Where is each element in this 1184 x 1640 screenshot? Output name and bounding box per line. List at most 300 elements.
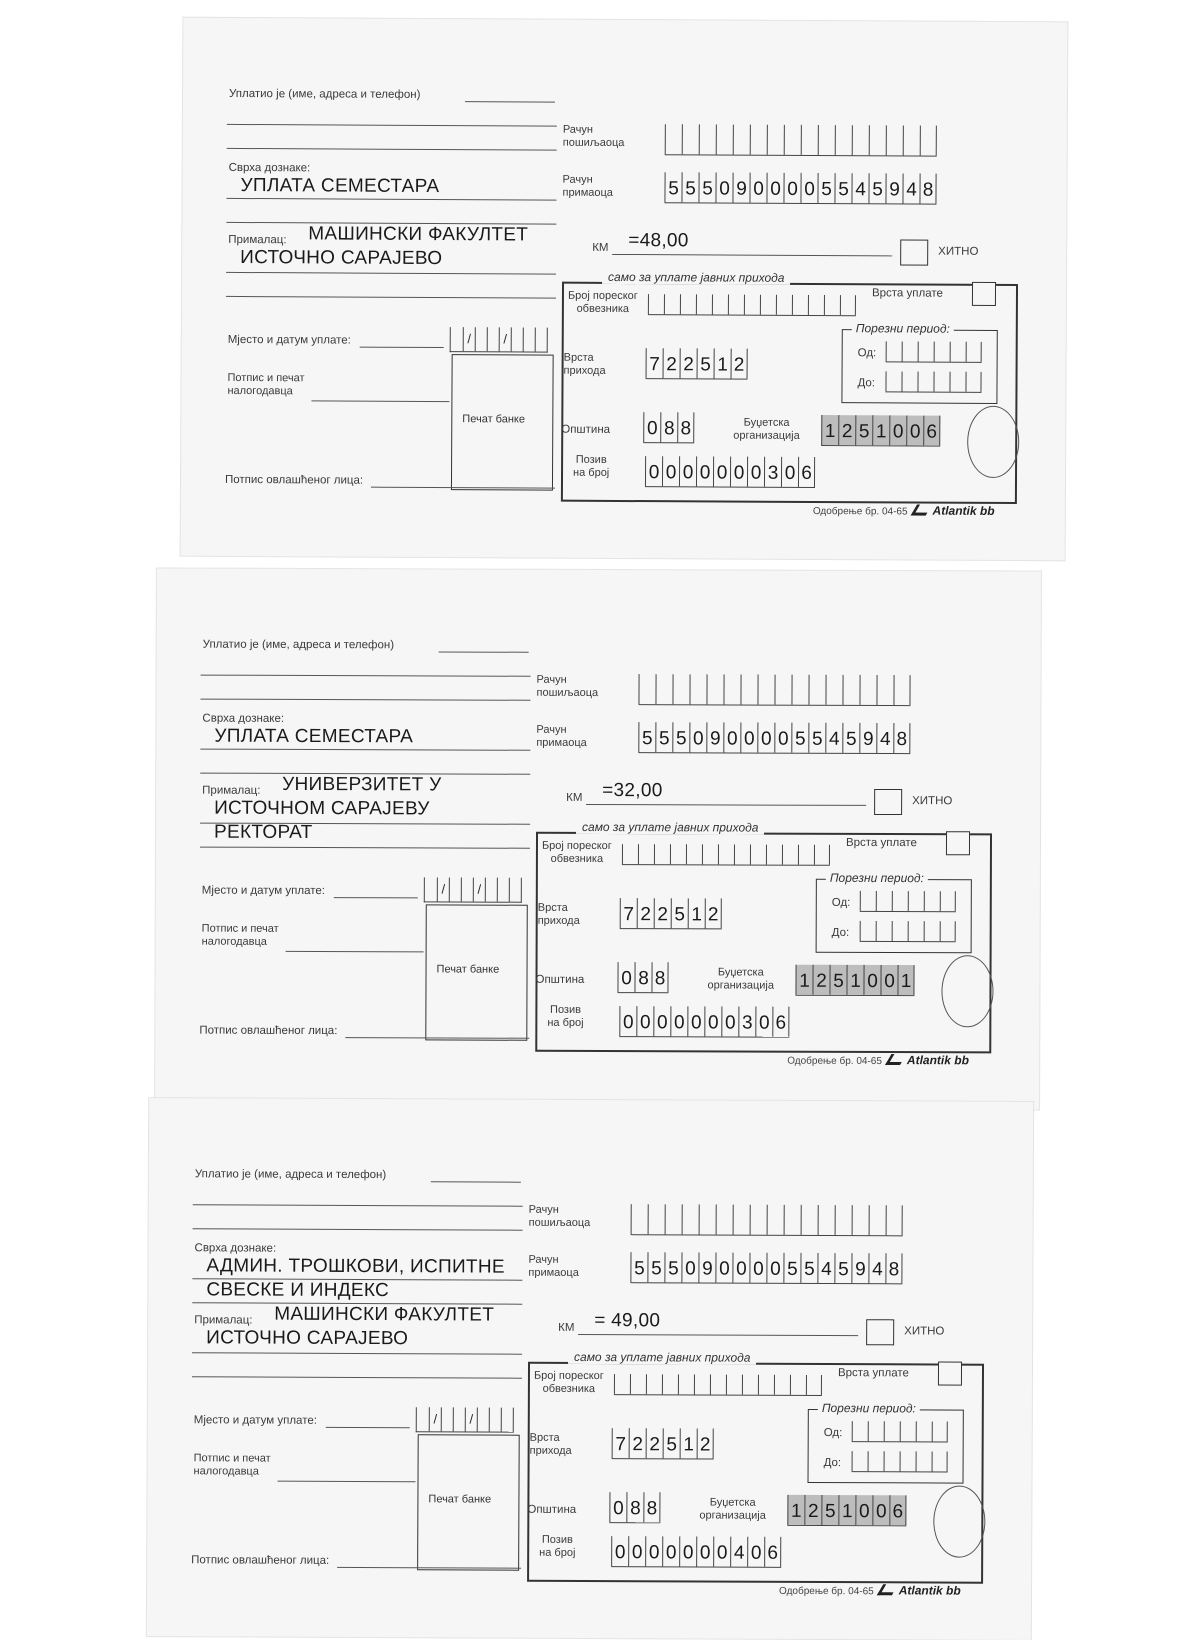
digit-cell — [902, 341, 918, 361]
digit-cell: 0 — [619, 1006, 636, 1036]
bank-stamp-box: Печат банке — [417, 1434, 520, 1570]
digit-cell: 0 — [653, 1006, 670, 1036]
tax-period-title: Порезни период: — [826, 871, 928, 885]
digit-cell — [678, 1374, 694, 1394]
digit-cell: 5 — [783, 1253, 800, 1283]
recipient-field[interactable] — [192, 1302, 494, 1351]
digit-cell: 2 — [697, 1428, 714, 1458]
digit-cell: 5 — [791, 723, 808, 753]
period-to-field[interactable] — [860, 921, 956, 942]
digit-cell: 5 — [855, 415, 872, 445]
date-field[interactable]: / / — [450, 327, 548, 353]
digit-cell — [648, 294, 664, 314]
period-from-label: Од: — [831, 896, 851, 909]
digit-cell: 8 — [651, 962, 668, 992]
period-from-field[interactable] — [860, 891, 956, 912]
digit-cell — [740, 674, 757, 704]
digit-cell: 0 — [766, 1253, 783, 1283]
tax-period-title: Порезни период: — [852, 321, 954, 336]
period-to-field[interactable] — [852, 1451, 948, 1472]
payment-type-field[interactable] — [938, 1362, 962, 1386]
digit-cell — [918, 342, 934, 362]
atlantik-logo-icon — [885, 1054, 906, 1065]
digit-cell: 1 — [680, 1428, 697, 1458]
digit-cell — [665, 124, 682, 154]
digit-cell — [710, 1375, 726, 1395]
digit-cell: 0 — [781, 457, 798, 487]
digit-cell: 5 — [698, 172, 715, 202]
sender-account-label: Рачун пошиљаоца — [562, 123, 625, 150]
digit-cell: 8 — [677, 412, 694, 442]
digit-cell: 0 — [755, 1007, 772, 1037]
digit-cell — [886, 1205, 903, 1235]
digit-cell — [790, 1375, 806, 1395]
digit-cell: 5 — [868, 173, 885, 203]
digit-cell — [767, 125, 784, 155]
digit-cell: 0 — [611, 1536, 628, 1566]
recipient-field[interactable] — [200, 773, 442, 846]
digit-cell: 5 — [697, 348, 714, 378]
digit-cell — [892, 921, 908, 941]
digit-cell: 0 — [617, 962, 634, 992]
digit-cell: 5 — [672, 722, 689, 752]
digit-cell — [638, 844, 654, 864]
urgent-label: ХИТНО — [938, 245, 979, 258]
digit-cell: 0 — [704, 1006, 721, 1036]
digit-cell — [808, 295, 824, 315]
digit-cell: 4 — [851, 173, 868, 203]
purpose-line: УПЛАТА СЕМЕСТАРА — [240, 174, 440, 198]
digit-cell: 0 — [696, 456, 713, 486]
digit-cell — [776, 295, 792, 315]
digit-cell: 4 — [876, 723, 893, 753]
digit-cell — [744, 295, 760, 315]
digit-cell — [758, 1375, 774, 1395]
digit-cell — [893, 675, 910, 705]
period-from-field[interactable] — [886, 341, 982, 363]
municipality-label: Општина — [527, 1503, 577, 1516]
digit-cell: 2 — [663, 348, 680, 378]
recipient-account-field[interactable] — [638, 722, 910, 754]
digit-cell: 0 — [863, 965, 880, 995]
digit-cell — [801, 125, 818, 155]
revenue-type-label: Врста прихода — [563, 351, 606, 377]
recipient-account-label: Рачун примаоца — [562, 173, 613, 199]
digit-cell: 0 — [662, 1536, 679, 1566]
digit-cell: 0 — [636, 1006, 653, 1036]
digit-cell: 0 — [670, 1006, 687, 1036]
digit-cell — [766, 845, 782, 865]
digit-cell: 0 — [740, 722, 757, 752]
digit-cell: 0 — [662, 456, 679, 486]
authorized-signature-label: Потпис овлашћеног лица: — [199, 1024, 338, 1038]
digit-cell — [965, 372, 981, 392]
digit-cell: 9 — [859, 723, 876, 753]
purpose-field[interactable] — [226, 174, 439, 199]
public-revenue-title: само за уплате јавних прихода — [576, 820, 764, 835]
digit-cell: 2 — [637, 898, 654, 928]
currency-label: КМ — [566, 791, 583, 804]
bank-stamp-box: Печат банке — [425, 904, 527, 1040]
digit-cell: 2 — [731, 349, 748, 379]
digit-cell — [818, 125, 835, 155]
digit-cell — [670, 844, 686, 864]
digit-cell: 0 — [713, 1537, 730, 1567]
digit-cell — [716, 124, 733, 154]
digit-cell: 0 — [757, 723, 774, 753]
digit-cell: 0 — [774, 723, 791, 753]
digit-cell: 1 — [872, 415, 889, 445]
place-date-label: Мјесто и датум уплате: — [193, 1414, 317, 1427]
digit-cell: 1 — [846, 965, 863, 995]
digit-cell — [884, 1451, 900, 1471]
revenue-type-field[interactable] — [612, 1428, 714, 1459]
authorized-signature-label: Потпис овлашћеног лица: — [191, 1554, 330, 1567]
digit-cell — [901, 371, 917, 391]
digit-cell: 5 — [834, 173, 851, 203]
digit-cell — [934, 342, 950, 362]
taxpayer-number-label: Број пореског обвезника — [541, 839, 612, 866]
digit-cell: 4 — [902, 173, 919, 203]
digit-cell — [686, 844, 702, 864]
revenue-type-label: Врста прихода — [537, 901, 580, 927]
sender-account-field[interactable] — [631, 1204, 903, 1236]
recipient-label: Прималац: — [202, 784, 261, 797]
digit-cell — [808, 675, 825, 705]
recipient-account-field[interactable] — [664, 172, 936, 204]
signature-label: Потпис и печат налогодавца — [227, 371, 305, 398]
digit-cell — [654, 844, 670, 864]
digit-cell — [733, 1205, 750, 1235]
digit-cell — [728, 295, 744, 315]
digit-cell — [852, 125, 869, 155]
digit-cell — [784, 1205, 801, 1235]
municipality-field[interactable] — [617, 962, 668, 993]
period-to-field[interactable] — [885, 371, 981, 393]
digit-cell — [908, 921, 924, 941]
recipient-line: ИСТОЧНО САРАЈЕВО — [206, 1327, 409, 1350]
purpose-label: Сврха дознаке: — [228, 161, 311, 175]
digit-cell: 0 — [872, 1495, 889, 1525]
payment-slip-3 — [147, 1098, 1033, 1640]
digit-cell — [908, 891, 924, 911]
digit-cell — [699, 124, 716, 154]
sender-account-label: Рачун пошиљаоца — [528, 1203, 591, 1229]
taxpayer-number-field[interactable] — [614, 1374, 822, 1396]
payment-type-field[interactable] — [972, 282, 996, 306]
urgent-checkbox[interactable] — [874, 789, 902, 815]
sender-account-field[interactable] — [665, 124, 937, 156]
digit-cell: 2 — [838, 415, 855, 445]
municipality-field[interactable] — [609, 1492, 660, 1523]
digit-cell: 5 — [821, 1495, 838, 1525]
digit-cell: 5 — [664, 172, 681, 202]
digit-cell: 0 — [689, 722, 706, 752]
municipality-label: Општина — [535, 973, 585, 986]
currency-label: КМ — [592, 241, 609, 254]
urgent-checkbox[interactable] — [900, 239, 928, 265]
digit-cell: 1 — [795, 965, 812, 995]
digit-cell: 0 — [696, 1536, 713, 1566]
digit-cell: 0 — [747, 457, 764, 487]
digit-cell: 5 — [842, 723, 859, 753]
payer-label: Уплатио је (име, адреса и телефон) — [228, 87, 421, 101]
digit-cell — [742, 1375, 758, 1395]
digit-cell — [842, 675, 859, 705]
digit-cell: 5 — [630, 1252, 647, 1282]
digit-cell: 8 — [660, 412, 677, 442]
digit-cell: 2 — [654, 898, 671, 928]
digit-cell — [903, 125, 920, 155]
digit-cell — [884, 1421, 900, 1441]
digit-cell: 0 — [749, 1253, 766, 1283]
reference-field[interactable] — [619, 1006, 789, 1038]
amount-value[interactable]: = 49,00 — [594, 1310, 661, 1332]
digit-cell: 4 — [868, 1253, 885, 1283]
taxpayer-number-field[interactable] — [648, 294, 856, 316]
reference-field[interactable] — [611, 1536, 781, 1568]
date-field[interactable]: / / — [424, 877, 522, 902]
recipient-field[interactable] — [226, 222, 528, 272]
recipient-account-field[interactable] — [630, 1252, 902, 1284]
budget-org-field[interactable] — [821, 415, 940, 447]
digit-cell — [950, 342, 966, 362]
recipient-label: Прималац: — [194, 1314, 253, 1327]
digit-cell: 3 — [764, 457, 781, 487]
digit-cell — [774, 1375, 790, 1395]
digit-cell: 4 — [817, 1253, 834, 1283]
digit-cell — [696, 294, 712, 314]
digit-cell — [940, 921, 956, 941]
digit-cell — [662, 1374, 678, 1394]
municipality-field[interactable] — [643, 412, 694, 443]
digit-cell — [718, 844, 734, 864]
digit-cell — [726, 1375, 742, 1395]
digit-cell — [664, 294, 680, 314]
urgent-checkbox[interactable] — [866, 1319, 894, 1345]
digit-cell — [792, 295, 808, 315]
period-from-field[interactable] — [852, 1421, 948, 1442]
amount-value[interactable]: =48,00 — [628, 230, 689, 252]
digit-cell: 0 — [679, 456, 696, 486]
digit-cell: 2 — [646, 1428, 663, 1458]
payment-slip-1 — [181, 18, 1068, 561]
digit-cell: 5 — [808, 723, 825, 753]
digit-cell: 0 — [713, 456, 730, 486]
digit-cell — [876, 921, 892, 941]
digit-cell: 2 — [804, 1495, 821, 1525]
taxpayer-number-label: Број пореског обвезника — [533, 1369, 604, 1396]
digit-cell — [665, 1204, 682, 1234]
recipient-line: ИСТОЧНО САРАЈЕВО — [240, 246, 443, 270]
recipient-line: МАШИНСКИ ФАКУЛТЕТ — [308, 223, 529, 246]
digit-cell: 6 — [798, 457, 815, 487]
digit-cell: 0 — [715, 1253, 732, 1283]
digit-cell — [733, 125, 750, 155]
digit-cell: 8 — [885, 1253, 902, 1283]
budget-org-label: Буџетска организација — [733, 416, 800, 442]
currency-label: КМ — [558, 1321, 575, 1334]
tax-period-title: Порезни период: — [818, 1401, 920, 1415]
digit-cell — [614, 1374, 630, 1394]
digit-cell — [932, 1451, 948, 1471]
purpose-label: Сврха дознаке: — [202, 712, 285, 725]
digit-cell — [750, 845, 766, 865]
digit-cell: 0 — [721, 1006, 738, 1036]
digit-cell — [682, 1204, 699, 1234]
digit-cell — [694, 1374, 710, 1394]
highlight-circle — [941, 955, 993, 1027]
digit-cell: 5 — [647, 1252, 664, 1282]
digit-cell: 0 — [855, 1495, 872, 1525]
approval-footer: Одобрење бр. 04-65 Atlantik bb — [779, 1583, 961, 1598]
digit-cell: 6 — [772, 1007, 789, 1037]
digit-cell — [723, 674, 740, 704]
period-from-label: Од: — [857, 347, 877, 360]
period-to-label: До: — [857, 377, 876, 390]
public-revenue-title: само за уплате јавних прихода — [602, 270, 790, 285]
budget-org-field[interactable] — [787, 1495, 906, 1527]
digit-cell — [757, 675, 774, 705]
digit-cell — [835, 125, 852, 155]
digit-cell — [932, 1421, 948, 1441]
digit-cell — [852, 1451, 868, 1471]
digit-cell — [801, 1205, 818, 1235]
digit-cell — [806, 1375, 822, 1395]
digit-cell: 0 — [679, 1536, 696, 1566]
digit-cell — [750, 1205, 767, 1235]
digit-cell — [734, 844, 750, 864]
revenue-type-field[interactable] — [620, 898, 722, 929]
payment-type-label: Врста уплате — [845, 836, 917, 850]
digit-cell — [940, 891, 956, 911]
digit-cell: 2 — [680, 348, 697, 378]
atlantik-logo-icon — [910, 505, 931, 516]
digit-cell: 2 — [812, 965, 829, 995]
digit-cell — [885, 371, 901, 391]
taxpayer-number-field[interactable] — [622, 844, 830, 866]
payment-type-label: Врста уплате — [837, 1367, 909, 1380]
digit-cell — [824, 295, 840, 315]
digit-cell — [716, 1205, 733, 1235]
bank-stamp-box: Печат банке — [451, 354, 554, 491]
digit-cell: 8 — [919, 174, 936, 204]
digit-cell: 0 — [889, 415, 906, 445]
digit-cell — [868, 1421, 884, 1441]
atlantik-logo-icon — [877, 1584, 898, 1595]
purpose-line: УПЛАТА СЕМЕСТАРА — [214, 725, 414, 748]
digit-cell: 5 — [671, 898, 688, 928]
date-field[interactable]: / / — [416, 1407, 514, 1432]
digit-cell: 4 — [825, 723, 842, 753]
digit-cell: 5 — [817, 173, 834, 203]
digit-cell: 0 — [783, 173, 800, 203]
purpose-line: АДМИН. ТРОШКОВИ, ИСПИТНЕ — [206, 1255, 505, 1278]
digit-cell: 7 — [620, 898, 637, 928]
digit-cell — [750, 125, 767, 155]
digit-cell: 5 — [800, 1253, 817, 1283]
urgent-label: ХИТНО — [904, 1325, 945, 1338]
digit-cell: 0 — [681, 1252, 698, 1282]
digit-cell: 7 — [646, 348, 663, 378]
taxpayer-number-label: Број пореског обвезника — [567, 289, 638, 316]
recipient-account-label: Рачун примаоца — [528, 1253, 579, 1279]
digit-cell: 0 — [880, 965, 897, 995]
payment-slip-2 — [155, 568, 1041, 1109]
digit-cell: 0 — [747, 1537, 764, 1567]
digit-cell: 1 — [838, 1495, 855, 1525]
purpose-line: СВЕСКЕ И ИНДЕКС — [206, 1279, 390, 1302]
digit-cell — [798, 845, 814, 865]
digit-cell — [949, 372, 965, 392]
digit-cell — [886, 341, 902, 361]
authorized-signature-label: Потпис овлашћеног лица: — [224, 473, 364, 487]
digit-cell — [869, 125, 886, 155]
reference-field[interactable] — [645, 456, 815, 488]
approval-footer: Одобрење бр. 04-65 Atlantik bb — [812, 503, 995, 518]
digit-cell: 8 — [643, 1492, 660, 1522]
amount-value[interactable]: =32,00 — [602, 780, 663, 802]
digit-cell — [933, 372, 949, 392]
digit-cell — [860, 921, 876, 941]
urgent-label: ХИТНО — [912, 795, 953, 808]
digit-cell: 5 — [664, 1252, 681, 1282]
sender-account-label: Рачун пошиљаоца — [536, 673, 599, 699]
digit-cell: 0 — [800, 173, 817, 203]
purpose-field[interactable] — [200, 725, 413, 750]
digit-cell — [840, 295, 856, 315]
digit-cell — [900, 1451, 916, 1471]
budget-org-label: Буџетска организација — [707, 966, 775, 992]
digit-cell — [646, 1374, 662, 1394]
budget-org-label: Буџетска организација — [699, 1496, 766, 1522]
recipient-line: РЕКТОРАТ — [213, 821, 313, 844]
digit-cell — [892, 891, 908, 911]
digit-cell: 1 — [714, 348, 731, 378]
digit-cell: 3 — [738, 1006, 755, 1036]
digit-cell — [814, 845, 830, 865]
payer-label: Уплатио је (име, адреса и телефон) — [194, 1168, 387, 1182]
digit-cell: 0 — [609, 1492, 626, 1522]
digit-cell — [702, 844, 718, 864]
digit-cell — [655, 674, 672, 704]
digit-cell — [784, 125, 801, 155]
digit-cell — [680, 294, 696, 314]
payment-type-field[interactable] — [946, 831, 970, 855]
approval-footer: Одобрење бр. 04-65 Atlantik bb — [787, 1053, 969, 1068]
revenue-type-field[interactable] — [646, 348, 748, 380]
digit-cell — [818, 1205, 835, 1235]
digit-cell — [917, 372, 933, 392]
digit-cell: 0 — [906, 415, 923, 445]
sender-account-field[interactable] — [638, 674, 910, 706]
budget-org-field[interactable] — [795, 965, 914, 996]
digit-cell — [774, 675, 791, 705]
digit-cell: 0 — [730, 457, 747, 487]
digit-cell: 0 — [687, 1006, 704, 1036]
digit-cell — [835, 1205, 852, 1235]
digit-cell: 7 — [612, 1428, 629, 1458]
digit-cell: 1 — [787, 1495, 804, 1525]
digit-cell — [920, 126, 937, 156]
digit-cell: 5 — [834, 1253, 851, 1283]
digit-cell — [859, 675, 876, 705]
digit-cell: 0 — [715, 172, 732, 202]
highlight-circle — [933, 1485, 985, 1557]
recipient-line: УНИВЕРЗИТЕТ У — [282, 773, 442, 796]
digit-cell — [924, 891, 940, 911]
digit-cell — [886, 125, 903, 155]
